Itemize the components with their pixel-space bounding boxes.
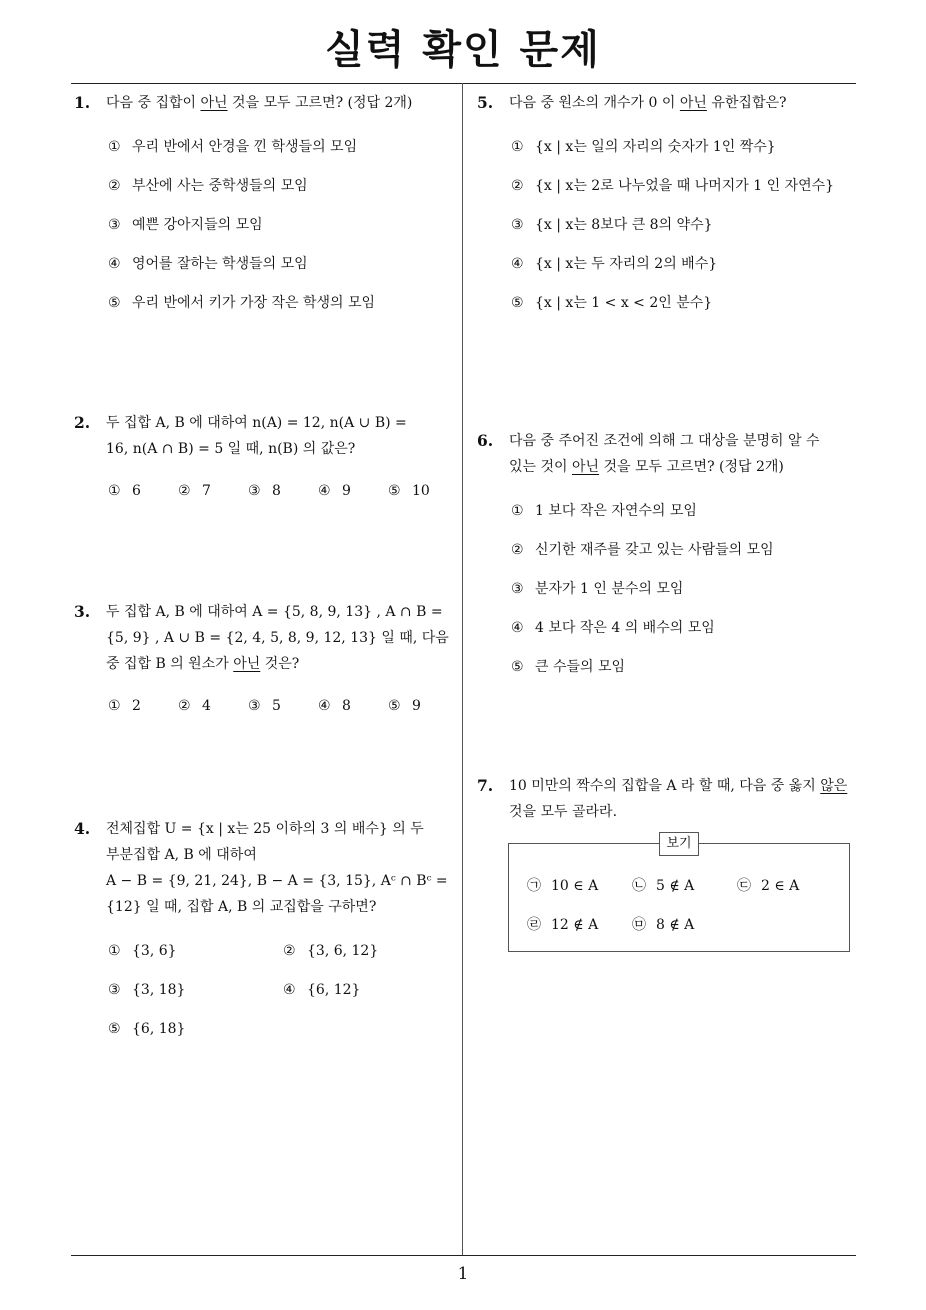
question-number: 5.: [477, 93, 494, 112]
options-row: [108, 940, 458, 979]
option-marker: ①: [511, 139, 524, 155]
underlined-word: 아닌: [233, 656, 261, 672]
option-text: 예쁜 강아지들의 모임: [132, 217, 263, 233]
option-4[interactable]: [108, 253, 458, 292]
question-line: 것을 모두 골라라.: [509, 804, 618, 820]
options-row: [108, 1018, 458, 1057]
question-7: [477, 773, 861, 825]
footer-rule: [71, 1255, 856, 1256]
option-marker: ③: [248, 698, 261, 714]
question-text-part: 것을 모두 고르면? (정답 2개): [599, 459, 784, 475]
item-text: 2 ∈ A: [761, 878, 800, 894]
option-4[interactable]: [283, 979, 458, 1018]
item-text: 5 ∉ A: [656, 878, 695, 894]
question-line: A − B = {9, 21, 24}, B − A = {3, 15}, Aᶜ ∩ Bᶜ =: [106, 873, 448, 889]
item-text: 12 ∉ A: [551, 917, 599, 933]
option-text: {x | x는 일의 자리의 숫자가 1인 짝수}: [535, 139, 776, 155]
question-text-part: 있는 것이: [509, 459, 572, 475]
option-text: 분자가 1 인 분수의 모임: [535, 581, 684, 597]
question-5: [477, 90, 861, 331]
column-divider: [462, 83, 463, 1255]
option-1[interactable]: [108, 136, 458, 175]
option-5[interactable]: [511, 292, 861, 331]
option-3[interactable]: [248, 480, 318, 519]
option-text: 영어를 잘하는 학생들의 모임: [132, 256, 308, 272]
option-text: {x | x는 2로 나누었을 때 나머지가 1 인 자연수}: [535, 178, 835, 194]
question-text-part: 것은?: [260, 656, 300, 672]
option-marker: ⑤: [511, 295, 524, 311]
question-text-part: 다음 중 원소의 개수가 0 이: [509, 95, 680, 111]
underlined-word: 아닌: [572, 459, 600, 475]
option-3[interactable]: [248, 695, 318, 734]
option-4[interactable]: [318, 480, 388, 519]
option-marker: ③: [511, 581, 524, 597]
option-marker: ④: [318, 483, 331, 499]
question-number: 7.: [477, 776, 494, 795]
example-item-1[interactable]: [527, 875, 598, 897]
option-text: 6: [132, 483, 141, 499]
question-text: [509, 90, 861, 116]
example-item-4[interactable]: [527, 914, 598, 936]
question-text: [106, 90, 458, 116]
question-line: 16, n(A ∩ B) = 5 일 때, n(B) 의 값은?: [106, 441, 356, 457]
question-line: 다음 중 주어진 조건에 의해 그 대상을 분명히 알 수: [509, 433, 820, 449]
item-marker: ㉣: [527, 917, 541, 933]
option-5[interactable]: [388, 695, 458, 734]
question-1: [74, 90, 458, 331]
question-line: [106, 651, 458, 677]
option-marker: ①: [108, 483, 121, 499]
option-marker: ②: [108, 178, 121, 194]
question-6: [477, 428, 861, 695]
question-line: {12} 일 때, 집합 A, B 의 교집합을 구하면?: [106, 899, 377, 915]
question-2: [74, 410, 458, 519]
option-marker: ⑤: [388, 698, 401, 714]
question-line: 부분집합 A, B 에 대하여: [106, 847, 257, 863]
option-3[interactable]: [108, 214, 458, 253]
question-line: 전체집합 U = {x | x는 25 이하의 3 의 배수} 의 두: [106, 821, 424, 837]
question-text: [509, 428, 861, 480]
options-row: [108, 979, 458, 1018]
option-text: {x | x는 8보다 큰 8의 약수}: [535, 217, 713, 233]
item-text: 10 ∈ A: [551, 878, 599, 894]
example-item-5[interactable]: [632, 914, 694, 936]
example-item-3[interactable]: [737, 875, 799, 897]
question-text-part: 다음 중 집합이: [106, 95, 201, 111]
option-text: {6, 12}: [307, 982, 361, 998]
option-marker: ④: [108, 256, 121, 272]
header-rule: [71, 83, 856, 84]
question-number: 4.: [74, 819, 91, 838]
options-list: [108, 136, 458, 331]
question-number: 2.: [74, 413, 91, 432]
question-line: 두 집합 A, B 에 대하여 A = {5, 8, 9, 13} , A ∩ B =: [106, 604, 443, 620]
item-marker: ㉢: [737, 878, 751, 894]
option-3[interactable]: [108, 979, 283, 1018]
option-3[interactable]: [511, 214, 861, 253]
option-marker: ⑤: [388, 483, 401, 499]
option-5[interactable]: [108, 1018, 284, 1057]
option-marker: ②: [511, 542, 524, 558]
option-1[interactable]: [108, 480, 178, 519]
question-number: 1.: [74, 93, 91, 112]
option-text: 우리 반에서 키가 가장 작은 학생의 모임: [132, 295, 376, 311]
option-marker: ④: [318, 698, 331, 714]
question-line: [509, 454, 861, 480]
option-1[interactable]: [511, 136, 861, 175]
question-line: [509, 773, 861, 799]
example-item-2[interactable]: [632, 875, 694, 897]
option-text: 2: [132, 698, 141, 714]
question-text-part: 유한집합은?: [706, 95, 787, 111]
option-text: {6, 18}: [132, 1021, 186, 1037]
option-marker: ⑤: [108, 295, 121, 311]
option-text: 부산에 사는 중학생들의 모임: [132, 178, 308, 194]
option-marker: ②: [178, 483, 191, 499]
option-5[interactable]: [388, 480, 458, 519]
option-text: {3, 6}: [132, 943, 177, 959]
question-text: [106, 410, 458, 462]
option-text: 5: [272, 698, 281, 714]
option-marker: ③: [511, 217, 524, 233]
question-text: [509, 773, 861, 825]
option-marker: ①: [108, 698, 121, 714]
option-2[interactable]: [178, 695, 248, 734]
option-text: 9: [342, 483, 351, 499]
item-text: 8 ∉ A: [656, 917, 695, 933]
option-text: 1 보다 작은 자연수의 모임: [535, 503, 697, 519]
options-list: [511, 136, 861, 331]
option-text: 4: [202, 698, 211, 714]
example-box: [508, 836, 850, 952]
option-text: {3, 18}: [132, 982, 186, 998]
option-4[interactable]: [511, 617, 861, 656]
options-list: [511, 500, 861, 695]
option-4[interactable]: [318, 695, 388, 734]
options-row: [108, 480, 458, 519]
option-marker: ③: [108, 982, 121, 998]
underlined-word: 아닌: [679, 95, 707, 111]
item-marker: ㉡: [632, 878, 646, 894]
option-marker: ②: [178, 698, 191, 714]
question-text-part: 10 미만의 짝수의 집합을 A 라 할 때, 다음 중 옳지: [509, 778, 821, 794]
underlined-word: 아닌: [200, 95, 228, 111]
option-5[interactable]: [108, 292, 458, 331]
option-text: 4 보다 작은 4 의 배수의 모임: [535, 620, 715, 636]
example-box-label: 보기: [659, 832, 699, 856]
option-text: {3, 6, 12}: [307, 943, 379, 959]
option-marker: ①: [511, 503, 524, 519]
option-marker: ③: [248, 483, 261, 499]
question-4: [74, 816, 458, 1057]
option-text: 10: [412, 483, 430, 499]
option-marker: ②: [283, 943, 296, 959]
option-5[interactable]: [511, 656, 861, 695]
question-number: 6.: [477, 431, 494, 450]
option-1[interactable]: [108, 940, 283, 979]
option-2[interactable]: [283, 940, 458, 979]
question-line: {5, 9} , A ∪ B = {2, 4, 5, 8, 9, 12, 13} 일 때, 다음: [106, 630, 449, 646]
option-text: 9: [412, 698, 421, 714]
option-text: 우리 반에서 안경을 낀 학생들의 모임: [132, 139, 358, 155]
option-marker: ⑤: [108, 1021, 121, 1037]
option-text: {x | x는 두 자리의 2의 배수}: [535, 256, 718, 272]
option-marker: ③: [108, 217, 121, 233]
question-number: 3.: [74, 602, 91, 621]
page-number: 1: [457, 1264, 469, 1284]
question-text-part: 중 집합 B 의 원소가: [106, 656, 234, 672]
option-text: 8: [342, 698, 351, 714]
page-title: 실력 확인 문제: [325, 27, 601, 73]
question-3: [74, 599, 458, 734]
option-marker: ④: [511, 256, 524, 272]
item-marker: ㉠: [527, 878, 541, 894]
question-text: [106, 599, 458, 677]
option-4[interactable]: [511, 253, 861, 292]
option-text: 큰 수들의 모임: [535, 659, 626, 675]
option-text: 신기한 재주를 갖고 있는 사람들의 모임: [535, 542, 774, 558]
question-text: [106, 816, 458, 920]
option-marker: ④: [283, 982, 296, 998]
option-1[interactable]: [108, 695, 178, 734]
option-2[interactable]: [178, 480, 248, 519]
option-marker: ①: [108, 943, 121, 959]
option-marker: ⑤: [511, 659, 524, 675]
option-text: 7: [202, 483, 211, 499]
option-marker: ②: [511, 178, 524, 194]
option-2[interactable]: [511, 175, 861, 214]
option-3[interactable]: [511, 578, 861, 617]
option-marker: ①: [108, 139, 121, 155]
options-row: [108, 695, 458, 734]
underlined-word: 않은: [820, 778, 848, 794]
item-marker: ㉤: [632, 917, 646, 933]
option-1[interactable]: [511, 500, 861, 539]
option-2[interactable]: [108, 175, 458, 214]
option-2[interactable]: [511, 539, 861, 578]
question-text-part: 것을 모두 고르면? (정답 2개): [227, 95, 413, 111]
question-line: 두 집합 A, B 에 대하여 n(A) = 12, n(A ∪ B) =: [106, 415, 407, 431]
option-text: {x | x는 1 < x < 2인 분수}: [535, 295, 713, 311]
option-marker: ④: [511, 620, 524, 636]
option-text: 8: [272, 483, 281, 499]
